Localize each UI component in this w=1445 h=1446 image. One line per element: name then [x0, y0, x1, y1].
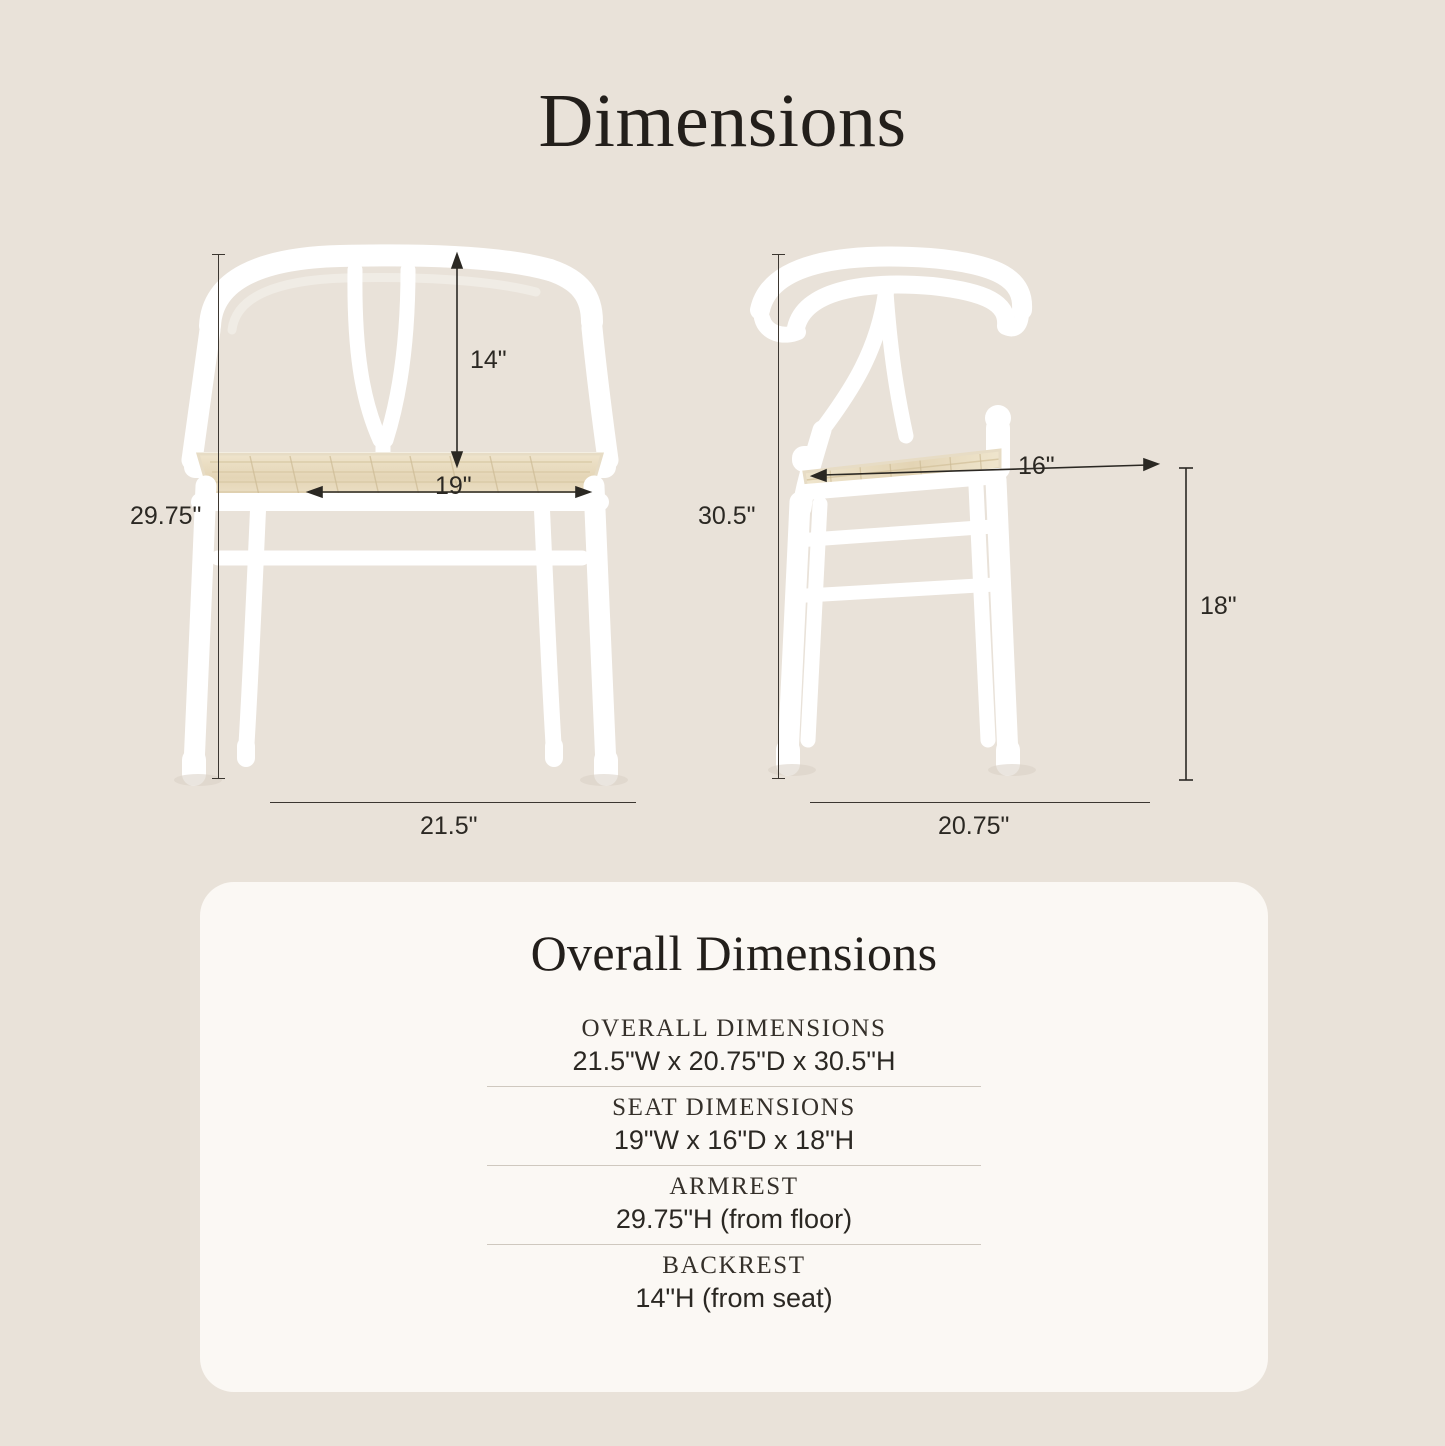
front-seat-width-label: 19" — [435, 472, 472, 500]
front-view — [130, 240, 700, 840]
spec-value: 19"W x 16"D x 18"H — [613, 1125, 855, 1155]
side-seat-depth-label: 16" — [1018, 452, 1055, 480]
side-height-label: 30.5" — [698, 502, 756, 530]
side-view — [700, 240, 1320, 840]
front-backrest-label: 14" — [470, 346, 507, 374]
spec-label: OVERALL DIMENSIONS — [581, 1015, 887, 1042]
spec-label: SEAT DIMENSIONS — [612, 1094, 856, 1121]
front-backrest-measure — [140, 240, 700, 840]
front-height-label: 29.75" — [130, 502, 202, 530]
page-title: Dimensions — [538, 79, 907, 163]
spec-value: 29.75"H (from floor) — [615, 1204, 853, 1234]
overall-dimensions-card — [200, 882, 1268, 1392]
spec-label: ARMREST — [669, 1173, 799, 1200]
spec-row-armrest — [487, 1165, 981, 1244]
spec-row-seat — [487, 1086, 981, 1165]
side-measures — [700, 240, 1320, 840]
front-width-label: 21.5" — [420, 812, 478, 840]
spec-list — [487, 1008, 981, 1323]
spec-label: BACKREST — [662, 1252, 806, 1279]
side-seat-height-label: 18" — [1200, 592, 1237, 620]
card-title: Overall Dimensions — [530, 925, 938, 981]
spec-row-overall — [487, 1008, 981, 1086]
spec-row-backrest — [487, 1244, 981, 1323]
diagram-area — [0, 240, 1445, 860]
side-depth-label: 20.75" — [938, 812, 1010, 840]
spec-value: 21.5"W x 20.75"D x 30.5"H — [572, 1046, 896, 1076]
spec-value: 14"H (from seat) — [635, 1283, 833, 1313]
